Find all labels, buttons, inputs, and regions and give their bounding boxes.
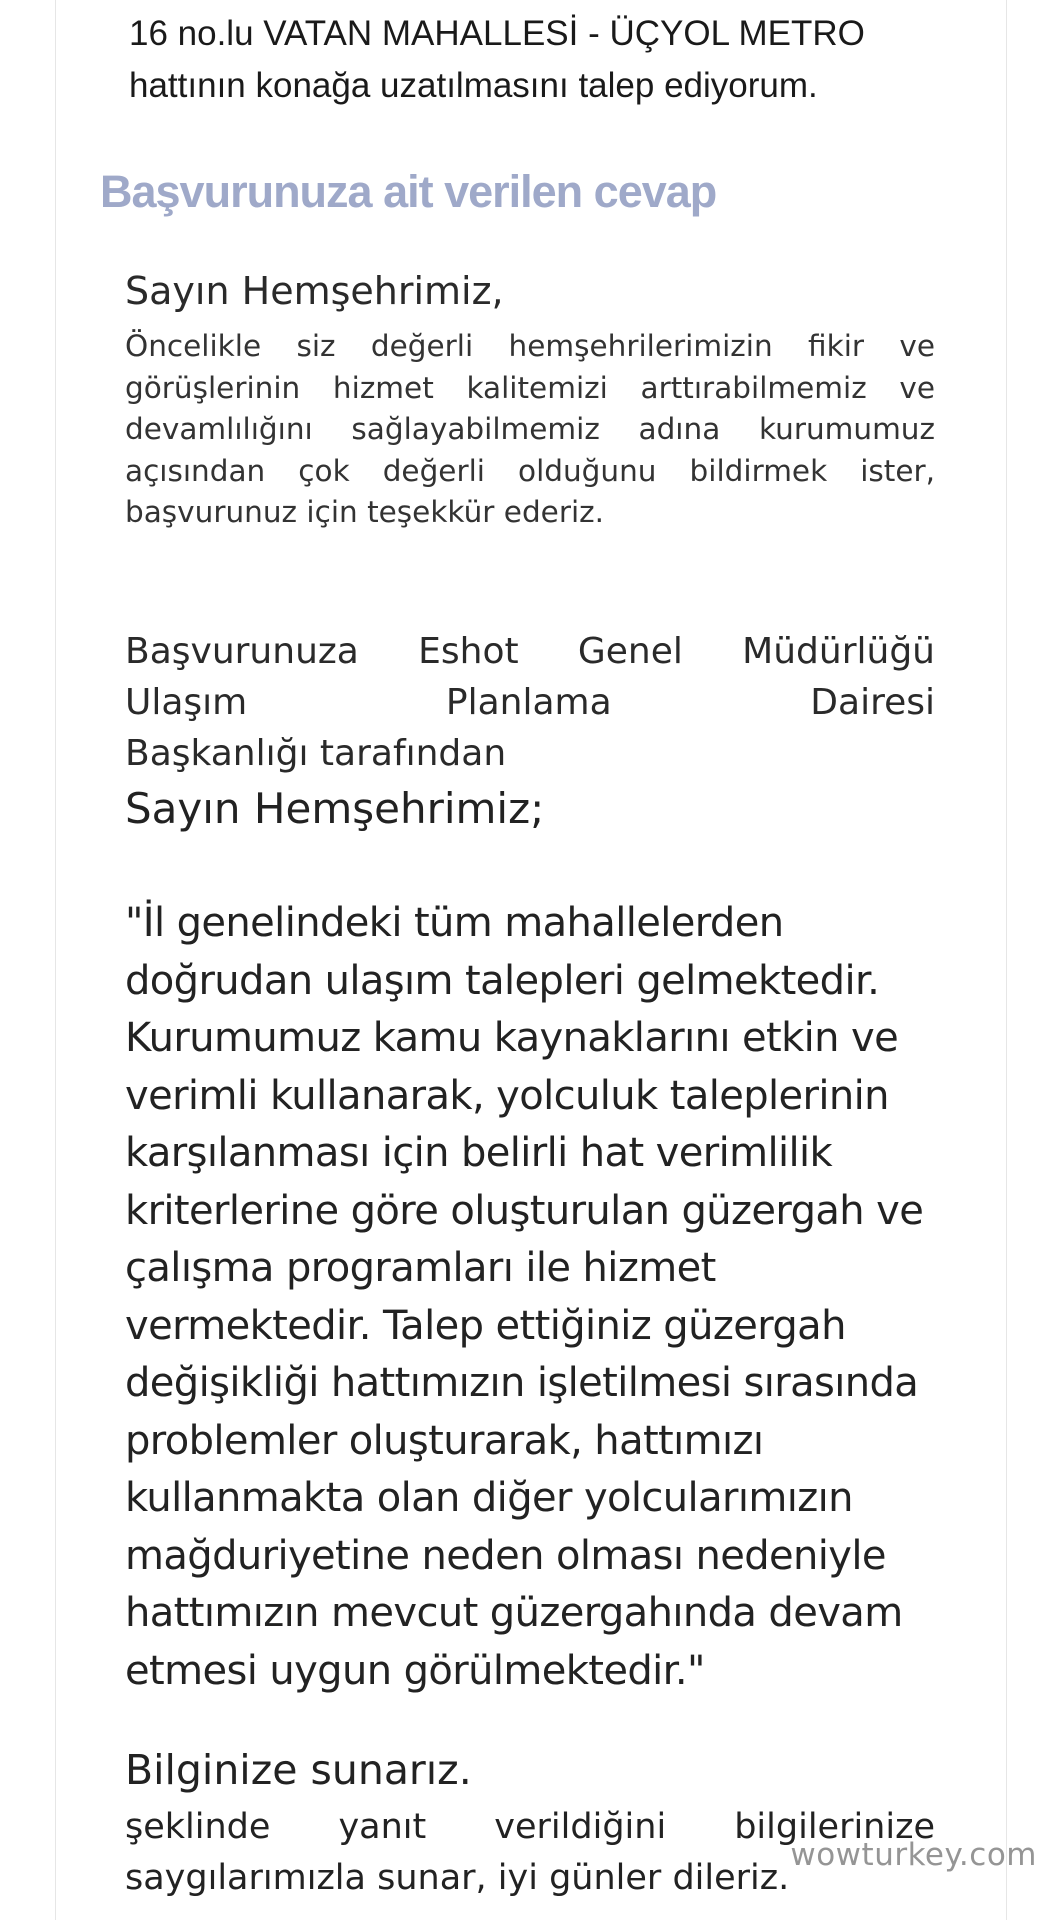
quote-line: mağduriyetine neden olması nedeniyle xyxy=(125,1532,886,1579)
quote-line: Kurumumuz kamu kaynaklarını etkin ve xyxy=(125,1015,899,1061)
department-paragraph xyxy=(125,626,935,779)
quote-line: "İl genelindeki tüm mahallelerden xyxy=(125,900,784,946)
quote-line: kriterlerine göre oluşturulan güzergah ve xyxy=(125,1187,924,1234)
quote-line: etmesi uygun görülmektedir." xyxy=(125,1647,705,1694)
dept-line: Başkanlığı tarafından xyxy=(125,733,507,774)
greeting: Sayın Hemşehrimiz, xyxy=(125,269,504,313)
quote-line: kullanmakta olan diğer yolcularımızın xyxy=(125,1475,853,1521)
quote-line: doğrudan ulaşım talepleri gelmektedir. xyxy=(125,957,880,1004)
quote-line: vermektedir. Talep ettiğiniz güzergah xyxy=(125,1302,846,1349)
intro-line: Öncelikle siz değerli hemşehrilerimizin fikir ve xyxy=(125,329,935,363)
intro-line: görüşlerinin hizmet kalitemizi arttırabilmemiz ve xyxy=(125,370,935,405)
dept-line: Ulaşım Planlama Dairesi xyxy=(125,682,935,723)
request-line: 16 no.lu VATAN MAHALLESİ - ÜÇYOL METRO xyxy=(129,14,865,53)
request-line: hattının konağa uzatılmasını talep ediyorum. xyxy=(129,66,818,105)
intro-line: başvurunuz için teşekkür ederiz. xyxy=(125,495,605,529)
intro-line: devamlılığını sağlayabilmemiz adına kurumumuz xyxy=(125,412,935,446)
intro-paragraph xyxy=(125,326,935,534)
closing-line: Bilginize sunarız. xyxy=(125,1746,472,1794)
quote-line: çalışma programları ile hizmet xyxy=(125,1245,716,1291)
request-text xyxy=(129,8,909,112)
quote-line: hattımızın mevcut güzergahında devam xyxy=(125,1590,903,1636)
quoted-response xyxy=(125,895,945,1700)
final-line: şeklinde yanıt verildiğini bilgilerinize xyxy=(125,1807,935,1847)
quote-line: verimli kullanarak, yolculuk taleplerinin xyxy=(125,1072,889,1119)
quote-line: değişikliği hattımızın işletilmesi sırasında xyxy=(125,1360,919,1406)
greeting-second: Sayın Hemşehrimiz; xyxy=(125,784,545,833)
dept-line: Başvurunuza Eshot Genel Müdürlüğü xyxy=(125,631,935,672)
quote-line: karşılanması için belirli hat verimlilik xyxy=(125,1130,833,1176)
quote-line: problemler oluşturarak, hattımızı xyxy=(125,1417,764,1464)
intro-line: açısından çok değerli olduğunu bildirmek ister, xyxy=(125,453,935,488)
final-line: saygılarımızla sunar, iyi günler dileriz. xyxy=(125,1858,790,1898)
answer-heading: Başvurunuza ait verilen cevap xyxy=(100,166,717,217)
watermark: wowturkey.com xyxy=(790,1837,1037,1873)
